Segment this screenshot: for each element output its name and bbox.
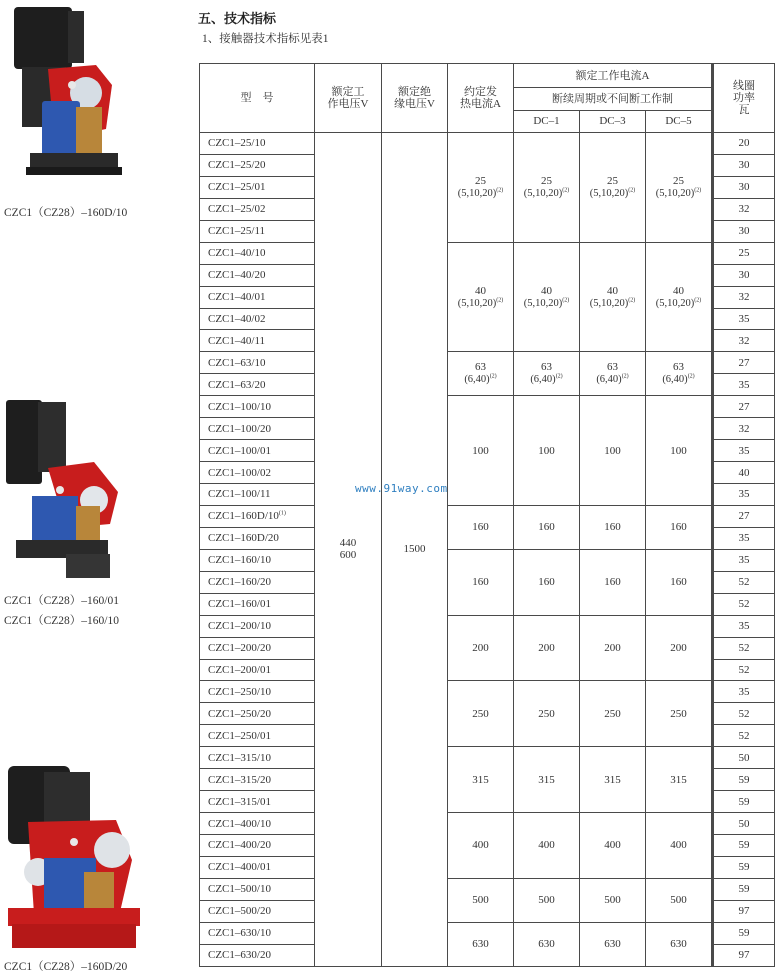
thermal-current-cell: 160 bbox=[448, 549, 514, 615]
model-footnote: (1) bbox=[278, 510, 286, 517]
rated-current-cell: 250 bbox=[646, 681, 713, 747]
thermal-current-cell: 200 bbox=[448, 615, 514, 681]
rated-current-cell: 25 $(5,10,20)^{(2)}$ bbox=[514, 133, 580, 243]
table-row bbox=[200, 396, 775, 418]
model-cell: CZC1–25/11 bbox=[200, 220, 315, 242]
rated-current-cell: 500 bbox=[514, 878, 580, 922]
rated-current-cell: 160 bbox=[580, 549, 646, 615]
rated-current-cell: 250 bbox=[514, 681, 580, 747]
coil-power-cell: 32 bbox=[713, 198, 775, 220]
coil-power-cell: 35 bbox=[713, 440, 775, 462]
coil-power-cell: 52 bbox=[713, 659, 775, 681]
coil-power-cell: 25 bbox=[713, 242, 775, 264]
model-cell: CZC1–40/01 bbox=[200, 286, 315, 308]
photo-caption-3: CZC1（CZ28）–160D/20 bbox=[4, 961, 128, 973]
model-cell: CZC1–63/10 bbox=[200, 352, 315, 374]
table-row bbox=[200, 352, 775, 374]
coil-power-cell: 59 bbox=[713, 769, 775, 791]
coil-power-cell: 59 bbox=[713, 856, 775, 878]
coil-power-cell: 35 bbox=[713, 615, 775, 637]
header-coil-power: 线圈 功率 瓦 bbox=[713, 64, 775, 133]
rated-current-cell: 100 bbox=[514, 396, 580, 506]
model-cell: CZC1–200/10 bbox=[200, 615, 315, 637]
model-cell: CZC1–25/10 bbox=[200, 133, 315, 155]
rated-current-cell: 40 $(5,10,20)^{(2)}$ bbox=[514, 242, 580, 352]
rated-current-cell: 40 $(5,10,20)^{(2)}$ bbox=[580, 242, 646, 352]
model-cell: CZC1–40/10 bbox=[200, 242, 315, 264]
rated-current-cell: 630 bbox=[646, 922, 713, 966]
coil-power-cell: 50 bbox=[713, 747, 775, 769]
coil-power-cell: 32 bbox=[713, 418, 775, 440]
model-cell: CZC1–200/20 bbox=[200, 637, 315, 659]
model-cell: CZC1–630/10 bbox=[200, 922, 315, 944]
thermal-current-cell: 250 bbox=[448, 681, 514, 747]
insulation-cell: 1500 bbox=[382, 133, 448, 967]
model-cell: CZC1–500/10 bbox=[200, 878, 315, 900]
model-cell: CZC1–160D/20 bbox=[200, 527, 315, 549]
coil-power-cell: 40 bbox=[713, 462, 775, 484]
rated-current-cell: 630 bbox=[580, 922, 646, 966]
rated-current-cell: 315 bbox=[646, 747, 713, 813]
rated-current-cell: 100 bbox=[580, 396, 646, 506]
rated-current-cell: 160 bbox=[646, 505, 713, 549]
coil-power-cell: 27 bbox=[713, 352, 775, 374]
table-row bbox=[200, 747, 775, 769]
rated-current-cell: 200 bbox=[580, 615, 646, 681]
header-dc1: DC–1 bbox=[514, 110, 580, 132]
model-cell: CZC1–200/01 bbox=[200, 659, 315, 681]
header-voltage: 额定工 作电压V bbox=[315, 64, 382, 133]
model-cell: CZC1–160/01 bbox=[200, 593, 315, 615]
model-cell: CZC1–100/01 bbox=[200, 440, 315, 462]
coil-power-cell: 35 bbox=[713, 374, 775, 396]
model-cell: CZC1–40/11 bbox=[200, 330, 315, 352]
model-cell: CZC1–25/02 bbox=[200, 198, 315, 220]
table-row bbox=[200, 615, 775, 637]
rated-current-cell: 500 bbox=[580, 878, 646, 922]
model-cell: CZC1–315/20 bbox=[200, 769, 315, 791]
model-cell: CZC1–400/20 bbox=[200, 835, 315, 857]
coil-power-cell: 32 bbox=[713, 330, 775, 352]
coil-power-cell: 97 bbox=[713, 944, 775, 966]
thermal-current-cell: 315 bbox=[448, 747, 514, 813]
coil-power-cell: 97 bbox=[713, 900, 775, 922]
model-cell: CZC1–315/10 bbox=[200, 747, 315, 769]
table-body bbox=[200, 133, 775, 967]
model-cell: CZC1–400/01 bbox=[200, 856, 315, 878]
header-insulation: 额定绝 缘电压V bbox=[382, 64, 448, 133]
header-dc5: DC–5 bbox=[646, 110, 713, 132]
coil-power-cell: 50 bbox=[713, 813, 775, 835]
coil-power-cell: 52 bbox=[713, 725, 775, 747]
spec-table bbox=[199, 63, 775, 967]
coil-power-cell: 30 bbox=[713, 220, 775, 242]
model-cell: CZC1–500/20 bbox=[200, 900, 315, 922]
header-dc3: DC–3 bbox=[580, 110, 646, 132]
model-cell: CZC1–250/10 bbox=[200, 681, 315, 703]
rated-current-cell: 25 $(5,10,20)^{(2)}$ bbox=[646, 133, 713, 243]
coil-power-cell: 59 bbox=[713, 878, 775, 900]
model-cell: CZC1–25/20 bbox=[200, 154, 315, 176]
table-row bbox=[200, 878, 775, 900]
rated-current-cell: 25 $(5,10,20)^{(2)}$ bbox=[580, 133, 646, 243]
coil-power-cell: 59 bbox=[713, 835, 775, 857]
rated-current-cell: 160 bbox=[514, 505, 580, 549]
thermal-current-cell: 160 bbox=[448, 505, 514, 549]
rated-current-cell: 250 bbox=[580, 681, 646, 747]
coil-power-cell: 32 bbox=[713, 286, 775, 308]
coil-power-cell: 30 bbox=[713, 176, 775, 198]
coil-power-cell: 27 bbox=[713, 505, 775, 527]
photo-caption-2a: CZC1（CZ28）–160/01 bbox=[4, 595, 120, 607]
coil-power-cell: 35 bbox=[713, 484, 775, 506]
rated-current-cell: 400 bbox=[514, 813, 580, 879]
table-row bbox=[200, 549, 775, 571]
rated-current-cell: 160 bbox=[514, 549, 580, 615]
model-cell: CZC1–40/20 bbox=[200, 264, 315, 286]
coil-power-cell: 52 bbox=[713, 637, 775, 659]
watermark: www.91way.com bbox=[355, 482, 448, 495]
thermal-current-cell: 630 bbox=[448, 922, 514, 966]
photo-caption-1: CZC1（CZ28）–160D/10 bbox=[4, 207, 128, 219]
model-cell: CZC1–63/20 bbox=[200, 374, 315, 396]
rated-current-cell: 63 $(6,40)^{(2)}$ bbox=[580, 352, 646, 396]
coil-power-cell: 59 bbox=[713, 922, 775, 944]
rated-current-cell: 160 bbox=[646, 549, 713, 615]
coil-power-cell: 59 bbox=[713, 791, 775, 813]
coil-power-cell: 52 bbox=[713, 571, 775, 593]
rated-current-cell: 100 bbox=[646, 396, 713, 506]
thermal-current-cell: 25 $(5,10,20)^{(2)}$ bbox=[448, 133, 514, 243]
rated-current-cell: 40 $(5,10,20)^{(2)}$ bbox=[646, 242, 713, 352]
header-model: 型 号 bbox=[200, 64, 315, 133]
coil-power-cell: 30 bbox=[713, 264, 775, 286]
rated-current-cell: 400 bbox=[646, 813, 713, 879]
coil-power-cell: 27 bbox=[713, 396, 775, 418]
product-photo-160-01-10 bbox=[2, 396, 126, 586]
coil-power-cell: 52 bbox=[713, 703, 775, 725]
section-subtitle: 1、接触器技术指标见表1 bbox=[202, 33, 329, 45]
table-row bbox=[200, 133, 775, 155]
coil-power-cell: 35 bbox=[713, 549, 775, 571]
model-cell: CZC1–40/02 bbox=[200, 308, 315, 330]
thermal-current-cell: 500 bbox=[448, 878, 514, 922]
thermal-current-cell: 40 $(5,10,20)^{(2)}$ bbox=[448, 242, 514, 352]
rated-current-cell: 63 $(6,40)^{(2)}$ bbox=[646, 352, 713, 396]
model-cell: CZC1–25/01 bbox=[200, 176, 315, 198]
coil-power-cell: 52 bbox=[713, 593, 775, 615]
model-cell: CZC1–250/01 bbox=[200, 725, 315, 747]
coil-power-cell: 35 bbox=[713, 681, 775, 703]
thermal-current-cell: 400 bbox=[448, 813, 514, 879]
product-photo-160D-10 bbox=[8, 5, 130, 195]
rated-current-cell: 500 bbox=[646, 878, 713, 922]
model-cell: CZC1–400/10 bbox=[200, 813, 315, 835]
model-cell: CZC1–100/10 bbox=[200, 396, 315, 418]
rated-current-cell: 315 bbox=[514, 747, 580, 813]
rated-current-cell: 400 bbox=[580, 813, 646, 879]
rated-current-cell: 315 bbox=[580, 747, 646, 813]
model-cell: CZC1–100/02 bbox=[200, 462, 315, 484]
coil-power-cell: 35 bbox=[713, 527, 775, 549]
rated-current-cell: 200 bbox=[646, 615, 713, 681]
table-row bbox=[200, 813, 775, 835]
model-cell: CZC1–250/20 bbox=[200, 703, 315, 725]
table-row bbox=[200, 242, 775, 264]
header-thermal: 约定发 热电流A bbox=[448, 64, 514, 133]
model-cell: CZC1–100/20 bbox=[200, 418, 315, 440]
rated-current-cell: 160 bbox=[580, 505, 646, 549]
thermal-current-cell: 100 bbox=[448, 396, 514, 506]
header-duty: 断续周期或不间断工作制 bbox=[514, 88, 713, 110]
model-cell: CZC1–160/10 bbox=[200, 549, 315, 571]
table-row bbox=[200, 505, 775, 527]
model-cell: CZC1–100/11 bbox=[200, 484, 315, 506]
coil-power-cell: 35 bbox=[713, 308, 775, 330]
model-cell: CZC1–630/20 bbox=[200, 944, 315, 966]
table-row bbox=[200, 681, 775, 703]
rated-current-cell: 63 $(6,40)^{(2)}$ bbox=[514, 352, 580, 396]
photo-caption-2b: CZC1（CZ28）–160/10 bbox=[4, 615, 120, 627]
header-rated-current: 额定工作电流A bbox=[514, 64, 713, 88]
coil-power-cell: 20 bbox=[713, 133, 775, 155]
section-title: 五、技术指标 bbox=[198, 12, 277, 27]
product-photo-160D-20 bbox=[4, 762, 144, 957]
table-row bbox=[200, 922, 775, 944]
coil-power-cell: 30 bbox=[713, 154, 775, 176]
rated-current-cell: 200 bbox=[514, 615, 580, 681]
model-cell: CZC1–315/01 bbox=[200, 791, 315, 813]
thermal-current-cell: 63 $(6,40)^{(2)}$ bbox=[448, 352, 514, 396]
rated-current-cell: 630 bbox=[514, 922, 580, 966]
voltage-cell: 440 600 bbox=[315, 133, 382, 967]
model-cell: CZC1–160D/10$^{(1)}$ bbox=[200, 505, 315, 527]
model-cell: CZC1–160/20 bbox=[200, 571, 315, 593]
